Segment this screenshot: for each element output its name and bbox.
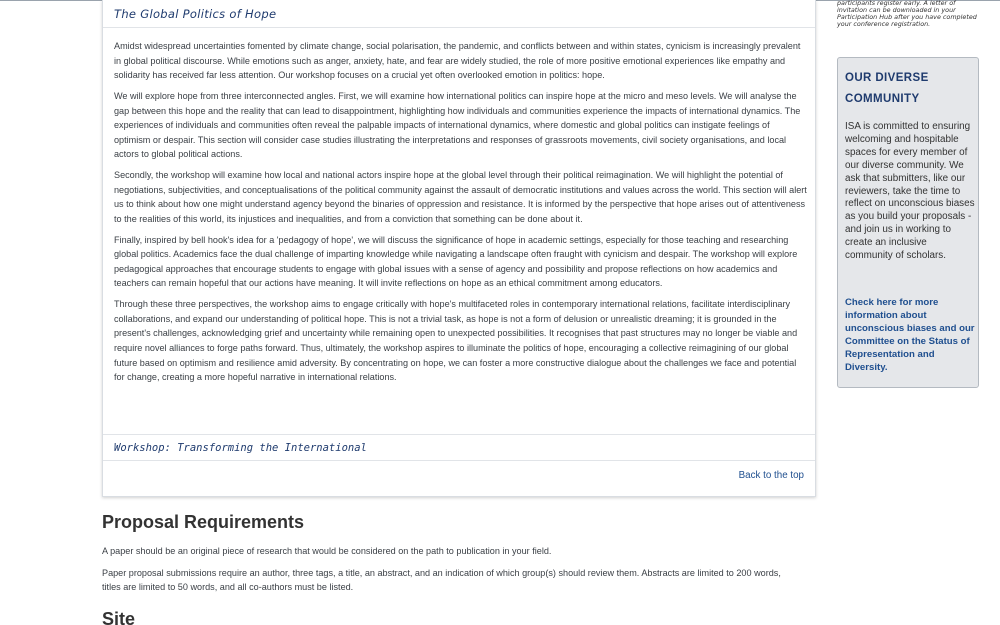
workshop-link[interactable]: Workshop: Transforming the International [114, 442, 367, 454]
description-paragraph: Finally, inspired by bell hook's idea for a 'pedagogy of hope', we will discuss the significance of hope in academic settings, especially for those teaching and researching global politics. Academics face the dual challenge of imparting knowledge while navigating a landscape often fraught with cynicism and despair. The workshop will explore pedagogical approaches that encourage students to engage with global issues with a sense of agency and possibility and propose reflections on how academics and teachers can remain hopeful that our actions have meaning. It will invite reflections on hope as an ethical commitment among educators. [114, 234, 798, 289]
workshop-card [102, 0, 816, 497]
community-title: OUR DIVERSE COMMUNITY [845, 72, 929, 105]
workshop-title: The Global Politics of Hope [114, 7, 277, 21]
workshop-title-row [103, 0, 815, 28]
description-paragraph: Through these three perspectives, the workshop aims to engage critically with hope's multifaceted roles in contemporary international relations, facilitate interdisciplinary collaborations, and expand our understanding of political hope. This is not a trivial task, as hope is not a form of delusion or unrealistic dreaming; it is grounded in the present's challenges, acknowledging grief and uncertainty while remaining open to unexpected possibilities. It recognises that past structures may no longer be viable and require novel alliances to forge paths forward. Thus, ultimately, the workshop aspires to illuminate the politics of hope, encouraging a collective reimagining of our global future based on optimism and resilience amid adversity. By concentrating on hope, we can foster a more constructive dialogue about the challenges we face and potential for change, creating a more hopeful narrative in international relations. [114, 299, 798, 383]
workshop-link-row[interactable] [103, 434, 815, 461]
proposal-paragraph: A paper should be an original piece of research that would be considered on the path to publication in your field. [102, 546, 552, 556]
description-paragraph: We will explore hope from three interconnected angles. First, we will examine how international politics can inspire hope at the micro and meso levels. We will analyse the gap between this hope and the reality that can lead to disappointment, highlighting how individuals and communities experience the impacts of international dynamics. The experiences of individuals and communities often reveal the palpable impacts of international dynamics, where domestic and global politics can instigate feelings of optimism or despair. This section will consider case studies illustrating the interpretations and responses of grassroots movements, civil society organisations, and local actors to global political actions. [114, 90, 801, 160]
site-heading: Site [102, 609, 136, 625]
description-paragraph: Secondly, the workshop will examine how local and national actors inspire hope at the global level through their political reimagination. We will highlight the potential of negotiations, subjectivities, and conceptualisations of the political community against the assault of democratic institutions and values across the world. This section will alert us to think about how one might understand agency beyond the binaries of oppression and resistance. It is informed by the perspective that hope arises out of attentiveness to the realities of this world, its injustices and inequalities, and from a conviction that something can be done about it. [114, 170, 807, 224]
proposal-paragraph: Paper proposal submissions require an author, three tags, a title, an abstract, and an indication of which group(s) should review them. Abstracts are limited to 200 words, titles are limited to 50 words, and all co-authors must be listed. [102, 568, 781, 592]
proposal-requirements-heading: Proposal Requirements [102, 512, 305, 532]
diverse-community-box [837, 57, 979, 388]
unconscious-bias-link[interactable]: Check here for more information about unconscious biases and our Committee on the Status of Representation and Diversity. [845, 297, 975, 373]
back-to-top-link[interactable]: Back to the top [738, 470, 804, 481]
workshop-description [114, 39, 808, 391]
description-paragraph: Amidst widespread uncertainties fomented by climate change, social polarisation, the pandemic, and conflicts between and within states, cynicism is increasingly prevalent in global political discourse. While emotions such as anger, anxiety, hate, and fear are widely studied, the role of more positive emotional experiences like empathy and solidarity has received far less attention. Our workshop focuses on a crucial yet often overlooked emotion in politics: hope. [114, 41, 801, 81]
community-text: ISA is committed to ensuring welcoming and hospitable spaces for every member of our diverse community. We ask that submitters, like our reviewers, take the time to reflect on unconscious biases as you build your proposals - and join us in working to create an inclusive community of scholars. [845, 121, 975, 262]
invitation-note: participants register early. A letter of invitation can be downloaded in your Participation Hub after you have completed your conference registration. [837, 0, 977, 28]
